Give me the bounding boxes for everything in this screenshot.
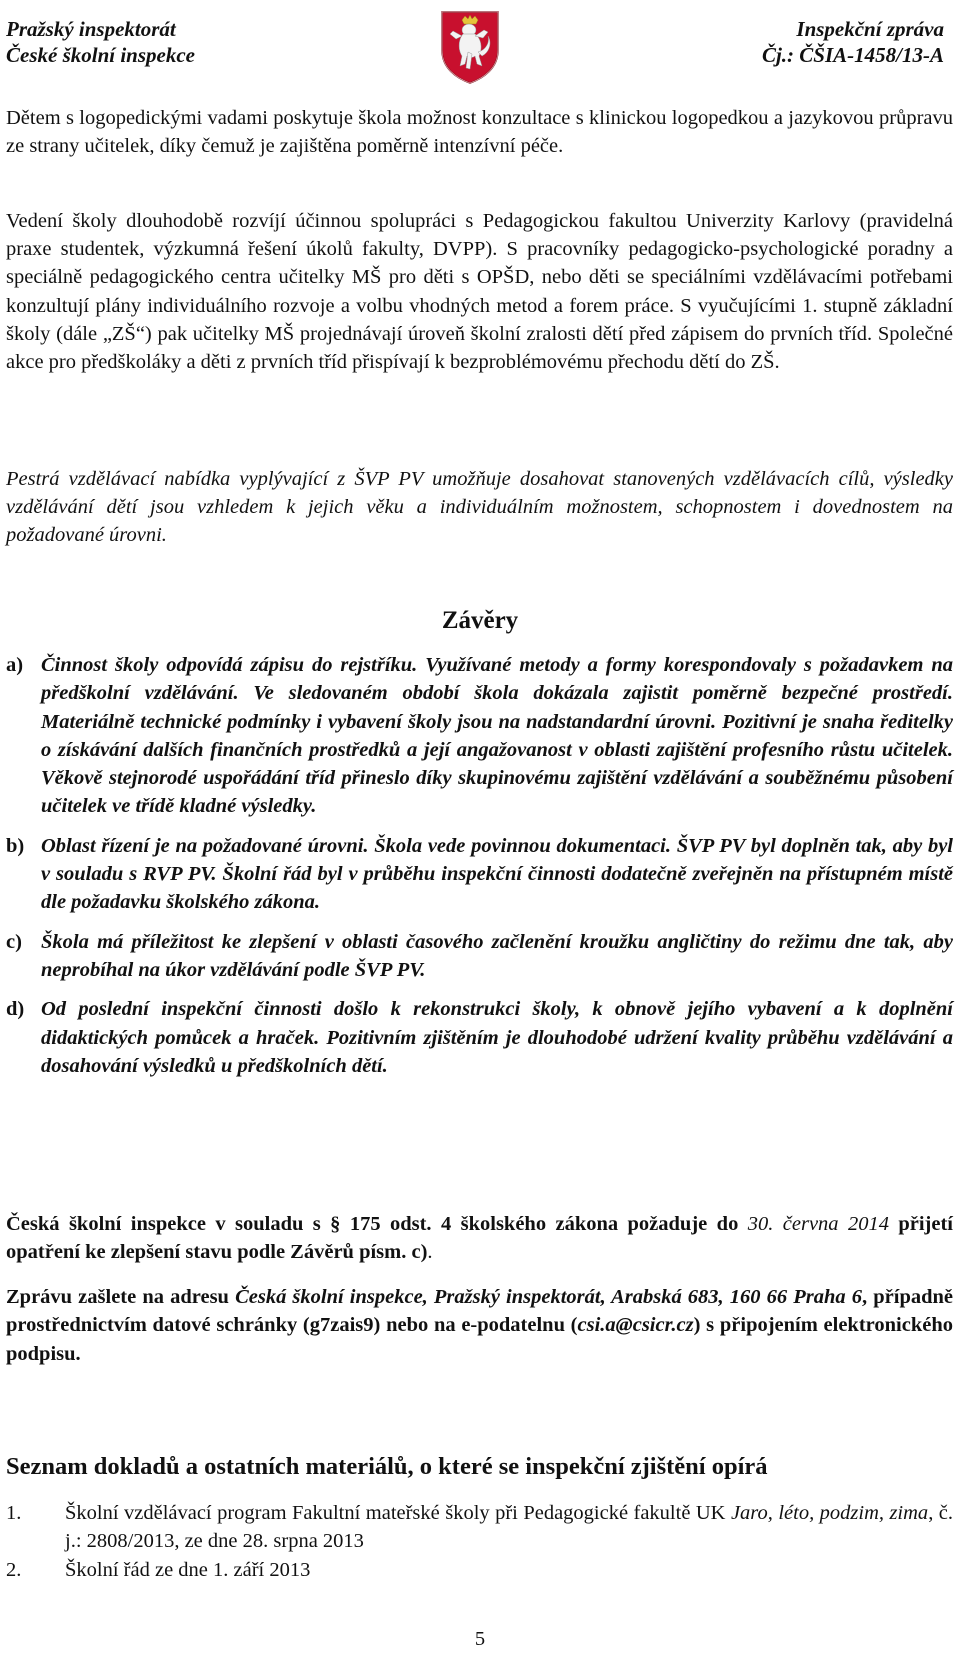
- page-number: 5: [474, 1628, 486, 1650]
- paragraph-logopedics: [6, 104, 953, 160]
- conclusion-item-d: [6, 995, 953, 1080]
- source-item-program-name: Jaro, léto, podzim, zima: [730, 1502, 929, 1524]
- header-left: [6, 16, 195, 68]
- source-item-text-2: , č. j.: 2808/2013, ze dne 28. srpna 2013: [65, 1502, 953, 1553]
- header-inspectorate: Pražský inspektorát: [6, 17, 176, 41]
- submission-text-3: ) s připojením elektronického podpisu.: [6, 1314, 953, 1365]
- conclusion-text: Škola má příležitost ke zlepšení v oblasti časového začlenění kroužku angličtiny do režimu dne tak, aby neprobíhal na úkor vzdělávání podle ŠVP PV.: [41, 930, 953, 981]
- remedy-deadline: 30. června 2014: [747, 1213, 889, 1235]
- source-item-text: Školní řád ze dne 1. září 2013: [65, 1558, 311, 1581]
- conclusion-label: b): [6, 834, 25, 857]
- paragraph-logopedics-text: Dětem s logopedickými vadami poskytuje škola možnost konzultace s klinickou logopedkou a jazykovou průpravu ze strany učitelek, díky čemuž je zajištěna poměrně intenzívní péče.: [6, 107, 953, 158]
- source-item: [6, 1499, 953, 1556]
- conclusion-label: a): [6, 654, 24, 676]
- conclusion-text: Oblast řízení je na požadované úrovni. Škola vede povinnou dokumentaci. ŠVP PV byl doplněn tak, aby byl v souladu s RVP PV. Školní řád byl v průběhu inspekční činnosti dodatečně zveřejněn na přístupném místě dle požadavku školského zákona.: [41, 834, 953, 914]
- conclusion-label: d): [6, 998, 25, 1021]
- conclusion-text: Činnost školy odpovídá zápisu do rejstříku. Využívané metody a formy korespondovaly s požadavkem na předškolní vzdělávání. Ve sledovaném období škola dokázala zajistit poměrně bezpečné prostředí. Materiálně technické podmínky i vybavení školy jsou na nadstandardní úrovni. Pozitivní je snaha ředitelky o získávání dalších finančních prostředků a její angažovanost v oblasti zajištění profesního růstu učitelek. Věkově stejnorodé uspořádání tříd přineslo díky skupinovému zajištění vzdělávání a souběžnému působení učitelek ve třídě kladné výsledky.: [41, 654, 953, 818]
- header-right: [762, 16, 944, 68]
- remedy-request-text-2: přijetí opatření ke zlepšení stavu podle Závěrů písm. c): [6, 1213, 954, 1264]
- remedy-request-end: .: [427, 1241, 433, 1264]
- header-institution: České školní inspekce: [6, 43, 195, 67]
- remedy-request: [6, 1210, 953, 1267]
- submission-text: Zprávu zašlete na adresu: [6, 1286, 236, 1308]
- submission-email-link[interactable]: csi.a@csicr.cz: [577, 1314, 694, 1337]
- submission-address: Česká školní inspekce, Pražský inspektorát, Arabská 683, 160 66 Praha 6: [235, 1286, 863, 1308]
- header-report-type: Inspekční zpráva: [796, 17, 944, 41]
- sources-list: [6, 1499, 953, 1584]
- submission-text-2: , případně prostřednictvím datové schránky (g7zais9) nebo na e-podatelnu (: [6, 1286, 953, 1337]
- paragraph-education-offer-text: Pestrá vzdělávací nabídka vyplývající z ŠVP PV umožňuje dosahovat stanovených vzdělávacích cílů, výsledky vzdělávání dětí jsou vzhledem k jejich věku a individuálním možnostem, schopnostem i dovednostem na požadované úrovni.: [6, 468, 953, 547]
- paragraph-cooperation: [6, 207, 953, 376]
- source-item-text: Školní vzdělávací program Fakultní mateřské školy při Pedagogické fakultě UK: [65, 1502, 731, 1524]
- conclusion-label: c): [6, 930, 22, 953]
- source-item-number: 2.: [6, 1558, 22, 1581]
- report-submission: [6, 1283, 953, 1368]
- header-reference-number: Čj.: ČŠIA-1458/13-A: [761, 43, 944, 67]
- source-item: [6, 1556, 953, 1584]
- conclusion-item-c: [6, 928, 953, 985]
- conclusion-text: Od poslední inspekční činnosti došlo k rekonstrukci školy, k obnově jejího vybavení a k doplnění didaktických pomůcek a hraček. Pozitivním zjištěním je dlouhodobé udržení kvality průběhu vzdělávání a dosahování výsledků u předškolních dětí.: [41, 998, 953, 1077]
- conclusions-heading: Závěry: [441, 607, 519, 634]
- conclusions-list: [6, 651, 953, 1091]
- source-item-number: 1.: [6, 1502, 22, 1524]
- paragraph-cooperation-text: Vedení školy dlouhodobě rozvíjí účinnou spolupráci s Pedagogickou fakultou Univerzity Karlovy (pravidelná praxe studentek, výzkumná řešení úkolů fakulty, DVPP). S pracovníky pedagogicko-psychologické poradny a speciálně pedagogického centra učitelky MŠ pro děti s OPŠD, nebo děti se speciálními vzdělávacími potřebami konzultují plány individuálního rozvoje a volbu vhodných metod a forem práce. S vyučujícími 1. stupně základní školy (dále „ZŠ“) pak učitelky MŠ projednávají úroveň školní zralosti dětí před zápisem do prvních tříd. Společné akce pro předškoláky a děti z prvních tříd přispívají k bezproblémovému přechodu dětí do ZŠ.: [6, 210, 953, 374]
- remedy-request-text: Česká školní inspekce v souladu s § 175 odst. 4 školského zákona požaduje do: [6, 1213, 748, 1235]
- paragraph-education-offer: [6, 465, 953, 550]
- conclusion-item-b: [6, 832, 953, 917]
- czech-lion-coat-of-arms-icon: [438, 6, 502, 84]
- conclusion-item-a: [6, 651, 953, 821]
- sources-heading: Seznam dokladů a ostatních materiálů, o které se inspekční zjištění opírá: [6, 1453, 768, 1480]
